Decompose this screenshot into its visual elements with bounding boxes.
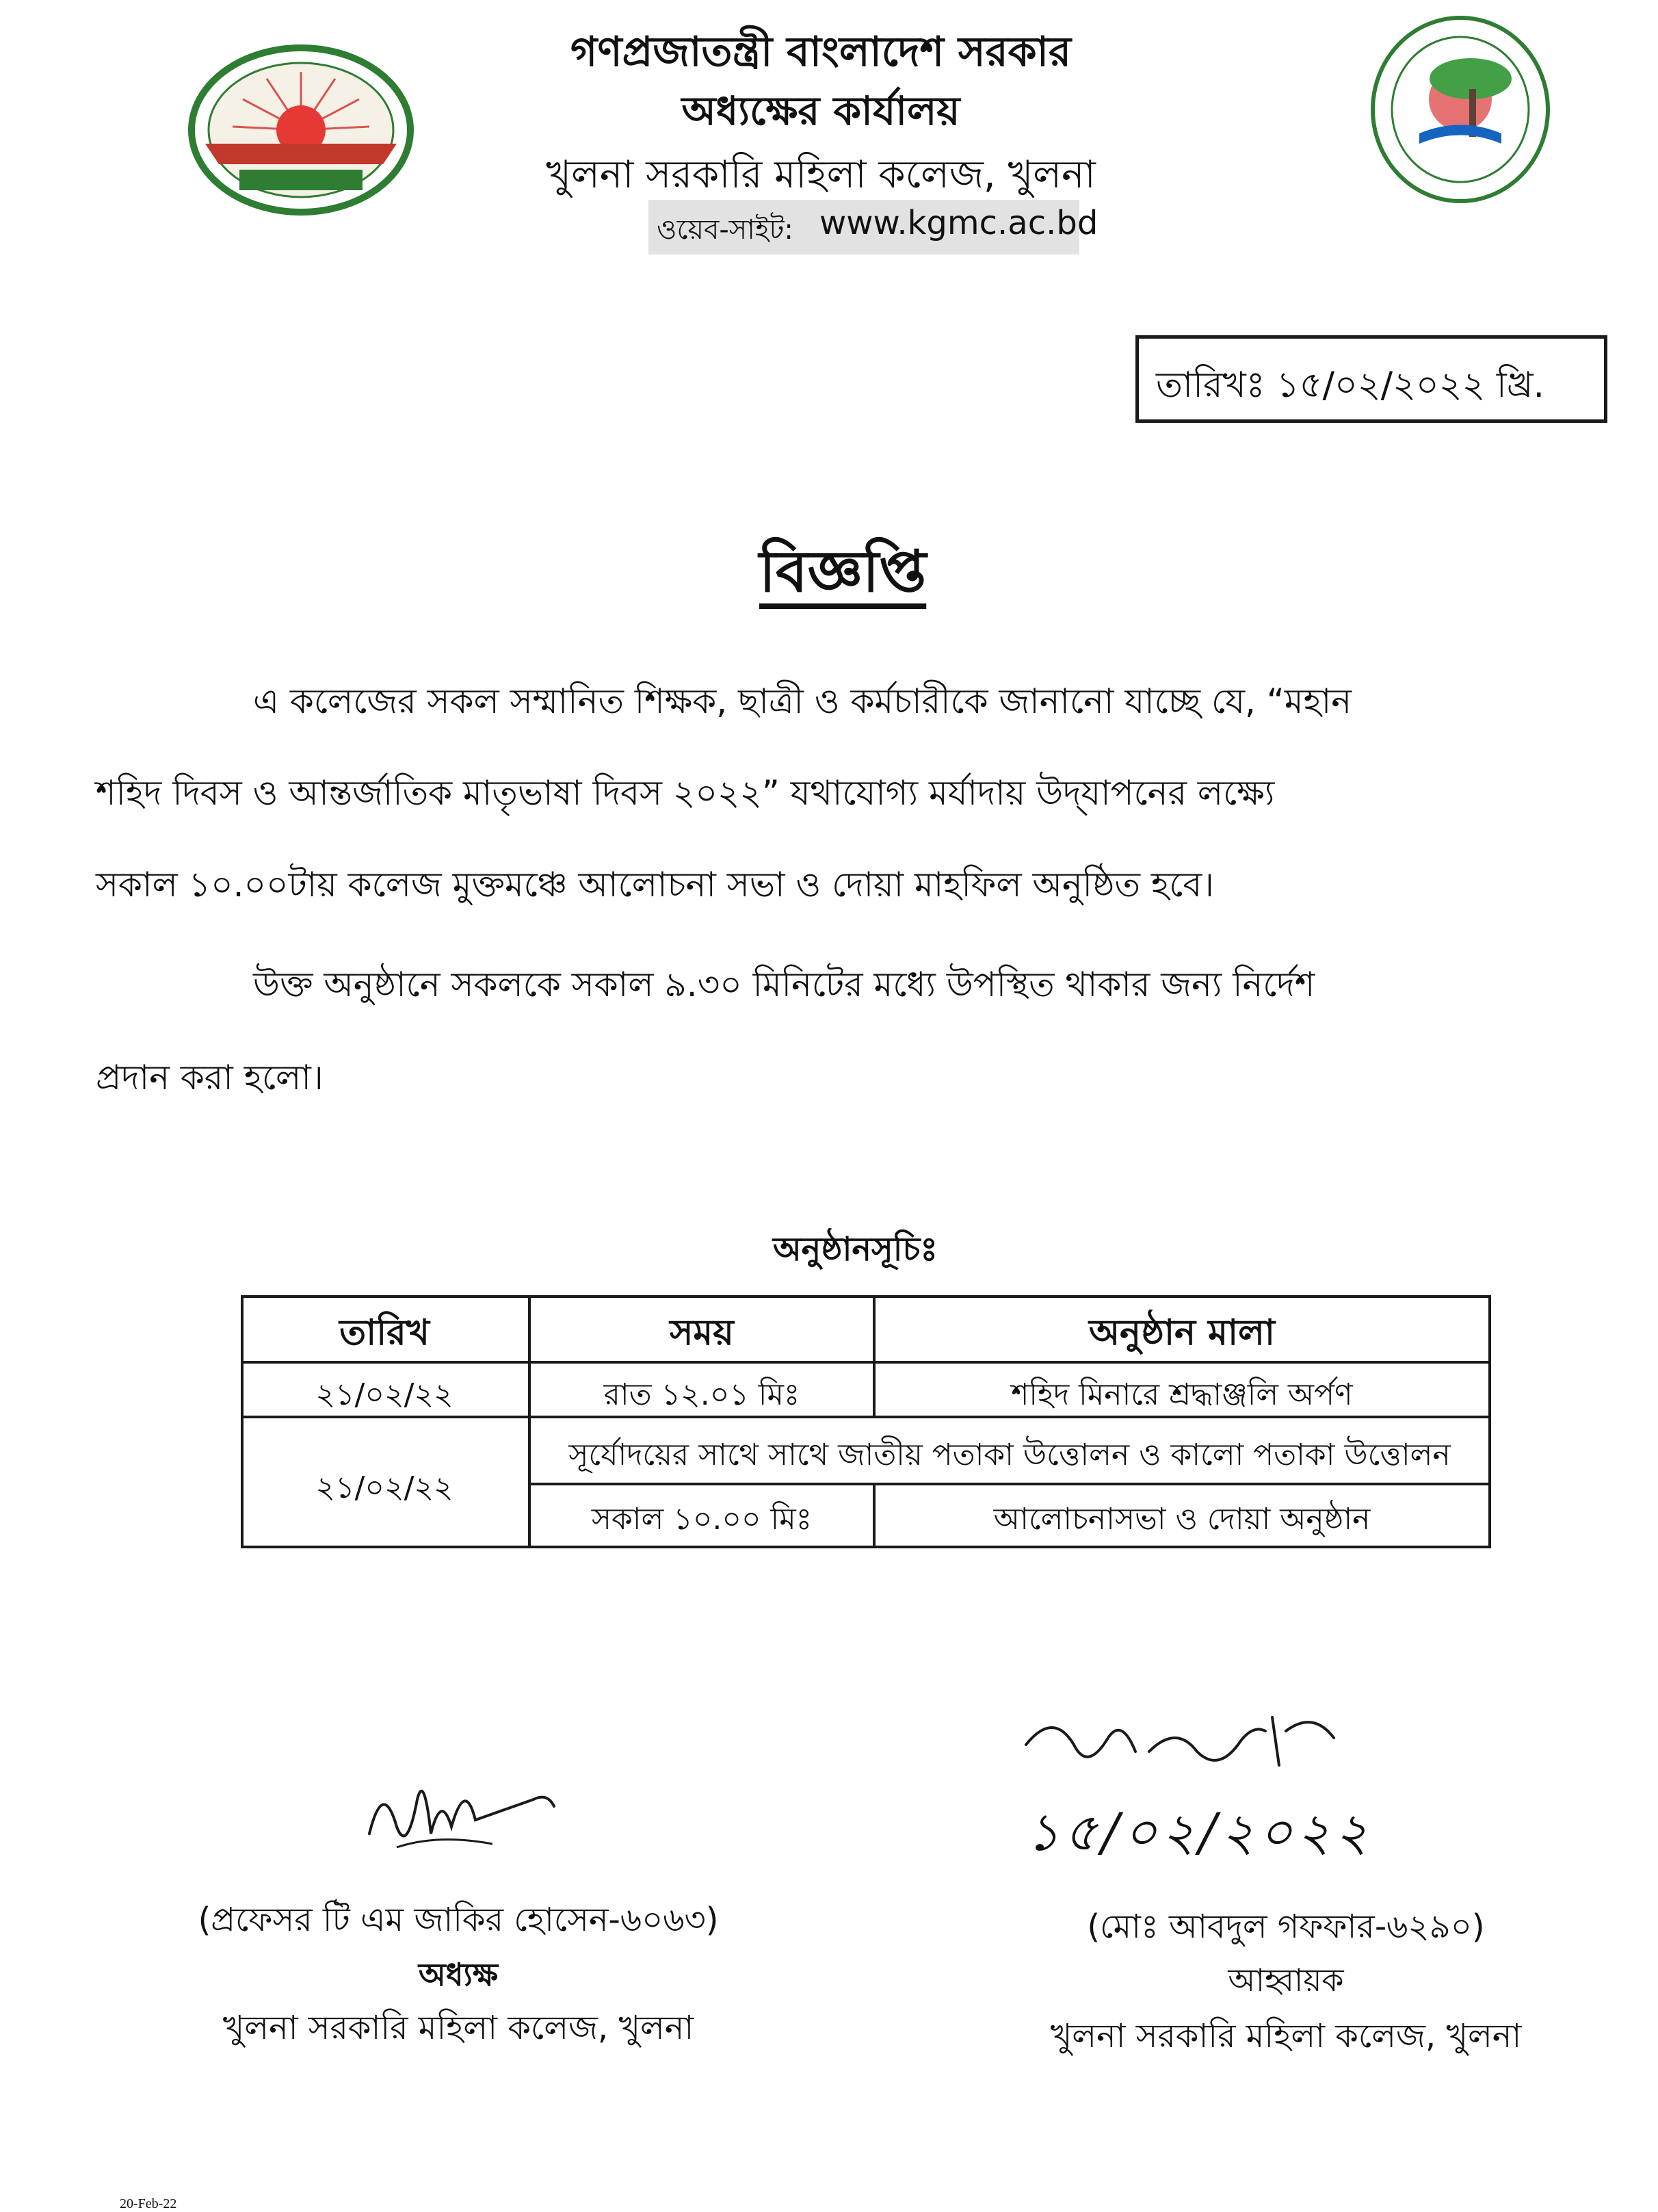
body-paragraph-line: এ কলেজের সকল সম্মানিত শিক্ষক, ছাত্রী ও কর্মচারীকে জানানো যাচ্ছে যে, “মহান bbox=[253, 681, 1352, 721]
column-header-time: সময় bbox=[670, 1312, 734, 1353]
schedule-heading: অনুষ্ঠানসূচিঃ bbox=[773, 1230, 938, 1268]
emblem-logo bbox=[1368, 14, 1553, 205]
convener-org: খুলনা সরকারি মহিলা কলেজ, খুলনা bbox=[1050, 2017, 1522, 2055]
handwritten-date: ১৫/০২/২০২২ bbox=[1026, 1801, 1373, 1862]
column-header-date: তারিখ bbox=[339, 1312, 430, 1353]
table-cell-time: সকাল ১০.০০ মিঃ bbox=[591, 1502, 813, 1537]
body-paragraph-line: প্রদান করা হলো। bbox=[96, 1058, 324, 1097]
table-cell-program: শহিদ মিনারে শ্রদ্ধাঞ্জলি অর্পণ bbox=[1011, 1377, 1353, 1412]
table-cell-merged: সূর্যোদয়ের সাথে সাথে জাতীয় পতাকা উত্তোলন ও কালো পতাকা উত্তোলন bbox=[568, 1437, 1451, 1472]
header-college: খুলনা সরকারি মহিলা কলেজ, খুলনা bbox=[546, 153, 1096, 197]
principal-org: খুলনা সরকারি মহিলা কলেজ, খুলনা bbox=[222, 2009, 694, 2047]
header-office: অধ্যক্ষের কার্যালয় bbox=[681, 88, 960, 134]
table-cell-date: ২১/০২/২২ bbox=[315, 1377, 453, 1412]
principal-signature bbox=[356, 1752, 561, 1875]
college-logo bbox=[185, 41, 417, 219]
table-cell-date: ২১/০২/২২ bbox=[315, 1470, 453, 1505]
website-label: ওয়েব-সাইট: bbox=[657, 214, 793, 246]
convener-name: (মোঃ আবদুল গফফার-৬২৯০) bbox=[1087, 1908, 1485, 1946]
body-paragraph-line: সকাল ১০.০০টায় কলেজ মুক্তমঞ্চে আলোচনা সভা ও দোয়া মাহফিল অনুষ্ঠিত হবে। bbox=[96, 865, 1215, 905]
convener-title: আহ্বায়ক bbox=[1228, 1962, 1344, 1999]
notice-title: বিজ্ঞপ্তি bbox=[759, 538, 927, 605]
body-paragraph-line: উক্ত অনুষ্ঠানে সকলকে সকাল ৯.৩০ মিনিটের মধ্যে উপস্থিত থাকার জন্য নির্দেশ bbox=[253, 965, 1315, 1004]
column-header-program: অনুষ্ঠান মালা bbox=[1089, 1312, 1275, 1353]
table-cell-program: আলোচনাসভা ও দোয়া অনুষ্ঠান bbox=[993, 1502, 1371, 1537]
table-cell-time: রাত ১২.০১ মিঃ bbox=[603, 1377, 800, 1412]
header-government: গণপ্রজাতন্ত্রী বাংলাদেশ সরকার bbox=[570, 28, 1071, 76]
schedule-table bbox=[241, 1295, 1491, 1548]
body-paragraph-line: শহিদ দিবস ও আন্তর্জাতিক মাতৃভাষা দিবস ২০২২” যথাযোগ্য মর্যাদায় উদ্‌যাপনের লক্ষ্যে bbox=[96, 773, 1275, 813]
principal-name: (প্রফেসর টি এম জাকির হোসেন-৬০৬৩) bbox=[198, 1901, 719, 1939]
notice-date: তারিখঃ ১৫/০২/২০২২ খ্রি. bbox=[1156, 365, 1544, 406]
website-url: www.kgmc.ac.bd bbox=[819, 204, 1098, 242]
footer-stamp: 20-Feb-22 bbox=[120, 2196, 177, 2211]
principal-title: অধ্যক্ষ bbox=[418, 1956, 499, 1993]
